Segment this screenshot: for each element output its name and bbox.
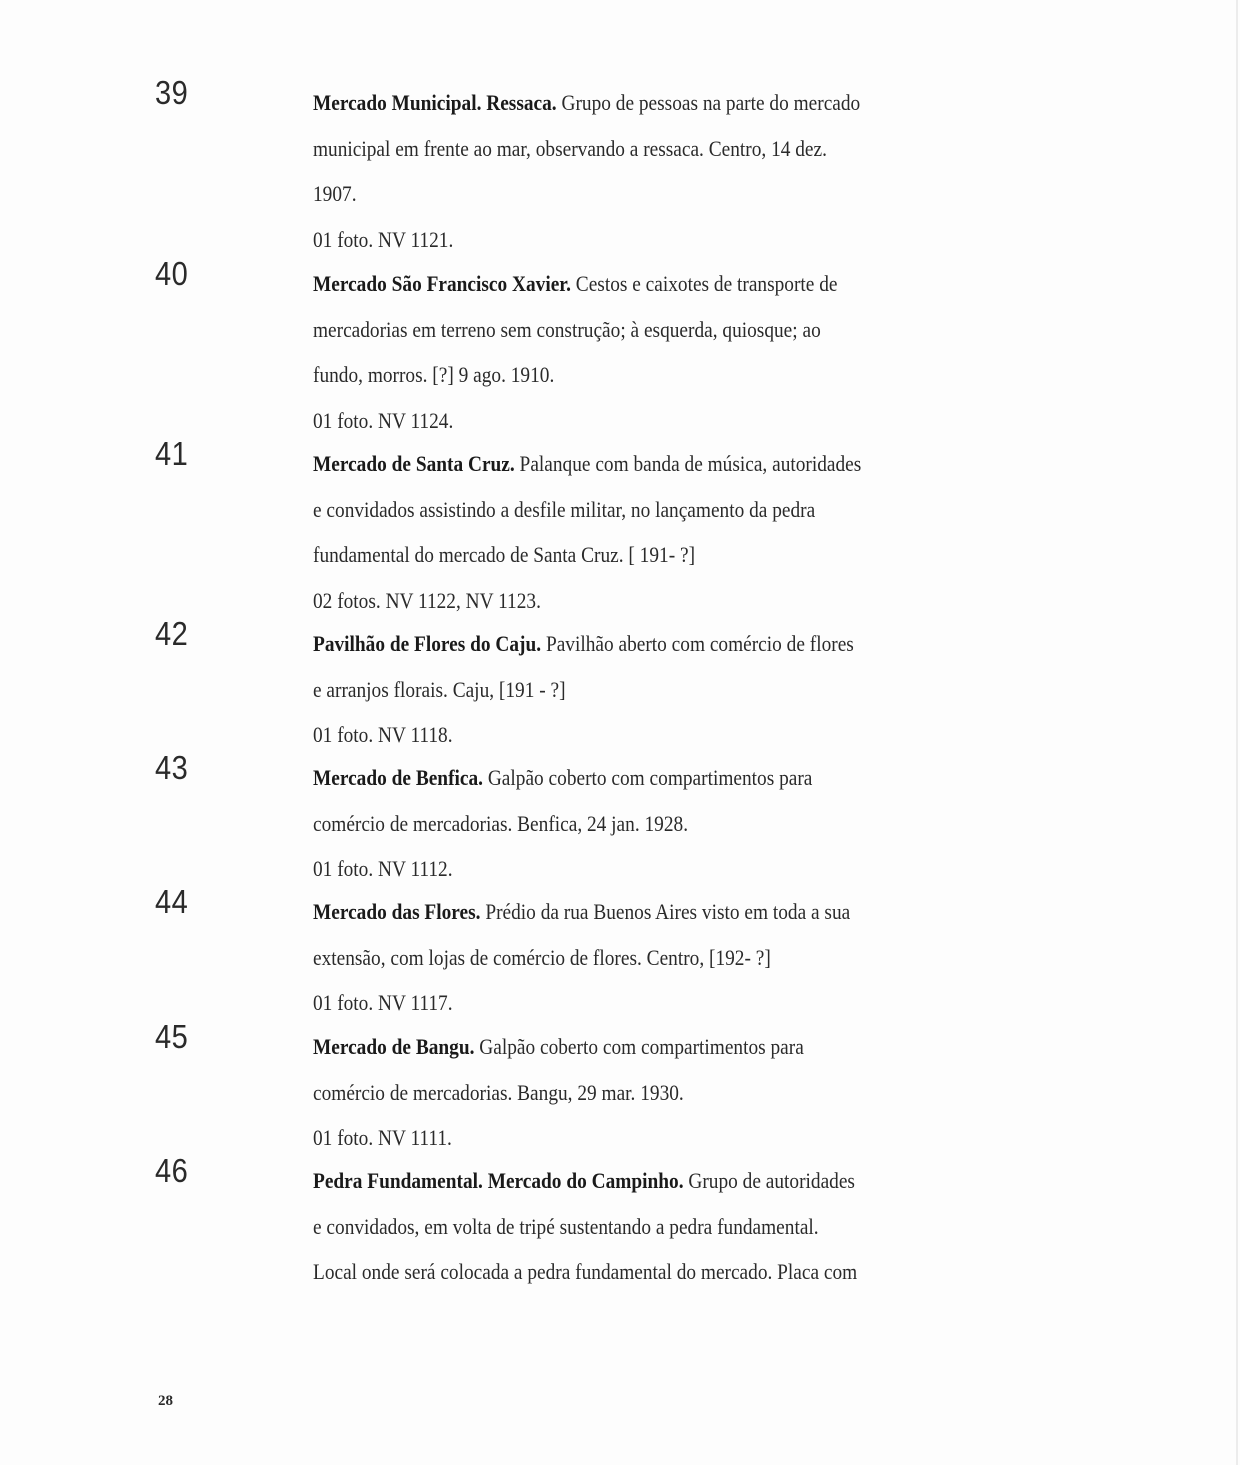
entry-body (313, 441, 973, 623)
entry-line: comércio de mercadorias. Benfica, 24 jan. 1928. (313, 810, 689, 836)
entry-reference (313, 398, 941, 444)
entry-reference (313, 980, 941, 1026)
entry-ref-text: 01 foto. NV 1118. (313, 722, 453, 747)
entry-title: Mercado Municipal. Ressaca. (313, 90, 557, 115)
entry-line: fundo, morros. [?] 9 ago. 1910. (313, 362, 555, 387)
entry-ref-text: 01 foto. NV 1112. (313, 856, 453, 881)
entry-title: Pedra Fundamental. Mercado do Campinho. (313, 1168, 684, 1193)
entry-body (313, 1158, 973, 1295)
entry-line: Cestos e caixotes de transporte de (570, 271, 838, 296)
entry-title: Mercado de Bangu. (313, 1034, 475, 1059)
entry-ref-text: 02 fotos. NV 1122, NV 1123. (313, 587, 541, 613)
entry-line: comércio de mercadorias. Bangu, 29 mar. 1930. (313, 1079, 684, 1105)
entry-line: Galpão coberto com compartimentos para (474, 1034, 804, 1059)
entry-line: Galpão coberto com compartimentos para (482, 765, 813, 790)
entry-number: 40 (155, 255, 189, 292)
entry-line: Prédio da rua Buenos Aires visto em toda a sua (480, 899, 851, 924)
entry-title: Mercado de Santa Cruz. (313, 451, 515, 476)
entry-description (313, 755, 941, 846)
entry-number: 39 (155, 74, 189, 111)
entry-reference (313, 217, 941, 263)
entry-ref-text: 01 foto. NV 1117. (313, 990, 453, 1015)
entry-reference (313, 846, 941, 892)
entry-line: Grupo de pessoas na parte do mercado (556, 90, 861, 115)
entry-description (313, 1158, 941, 1295)
scan-edge (1236, 0, 1238, 1465)
entry-number: 42 (155, 615, 189, 652)
entry-number: 43 (155, 749, 189, 786)
entry-line: e arranjos florais. Caju, [191 - ?] (313, 676, 566, 702)
entry-line: extensão, com lojas de comércio de flores. Centro, [192- ?] (313, 944, 771, 970)
entry-line: Pavilhão aberto com comércio de flores (541, 631, 854, 656)
entry-number: 44 (155, 883, 189, 920)
entry-line: fundamental do mercado de Santa Cruz. [ 191- ?] (313, 542, 696, 567)
entry-title: Mercado São Francisco Xavier. (313, 271, 571, 296)
entry-body (313, 80, 973, 262)
entry-body (313, 261, 973, 443)
entry-number: 45 (155, 1018, 189, 1055)
entry-reference (313, 1115, 941, 1161)
entry-ref-text: 01 foto. NV 1111. (313, 1125, 452, 1150)
entry-title: Mercado das Flores. (313, 899, 481, 924)
entry-description (313, 621, 941, 712)
entry-line: Local onde será colocada a pedra fundamental do mercado. Placa com (313, 1259, 858, 1284)
entry-body (313, 1024, 973, 1161)
entry-body (313, 621, 973, 758)
entry-line: Grupo de autoridades (683, 1168, 855, 1193)
entry-ref-text: 01 foto. NV 1121. (313, 226, 454, 252)
entry-ref-text: 01 foto. NV 1124. (313, 407, 454, 433)
entry-line: Palanque com banda de música, autoridades (514, 451, 862, 476)
entry-number: 46 (155, 1152, 189, 1189)
entry-body (313, 755, 973, 892)
entry-reference (313, 578, 941, 624)
entry-body (313, 889, 973, 1026)
entry-title: Pavilhão de Flores do Caju. (313, 631, 542, 656)
page-number: 28 (158, 1393, 173, 1409)
entry-reference (313, 712, 941, 758)
entry-description (313, 889, 941, 980)
entry-line: e convidados assistindo a desfile militar, no lançamento da pedra (313, 496, 816, 522)
entry-line: municipal em frente ao mar, observando a ressaca. Centro, 14 dez. (313, 135, 827, 161)
entry-line: mercadorias em terreno sem construção; à esquerda, quiosque; ao (313, 316, 821, 342)
entry-number: 41 (155, 435, 189, 472)
entry-line: e convidados, em volta de tripé sustentando a pedra fundamental. (313, 1213, 819, 1239)
entry-line: 1907. (313, 181, 357, 206)
entry-description (313, 80, 941, 217)
entry-description (313, 441, 941, 578)
entry-description (313, 261, 941, 398)
entry-title: Mercado de Benfica. (313, 765, 483, 790)
entry-description (313, 1024, 941, 1115)
